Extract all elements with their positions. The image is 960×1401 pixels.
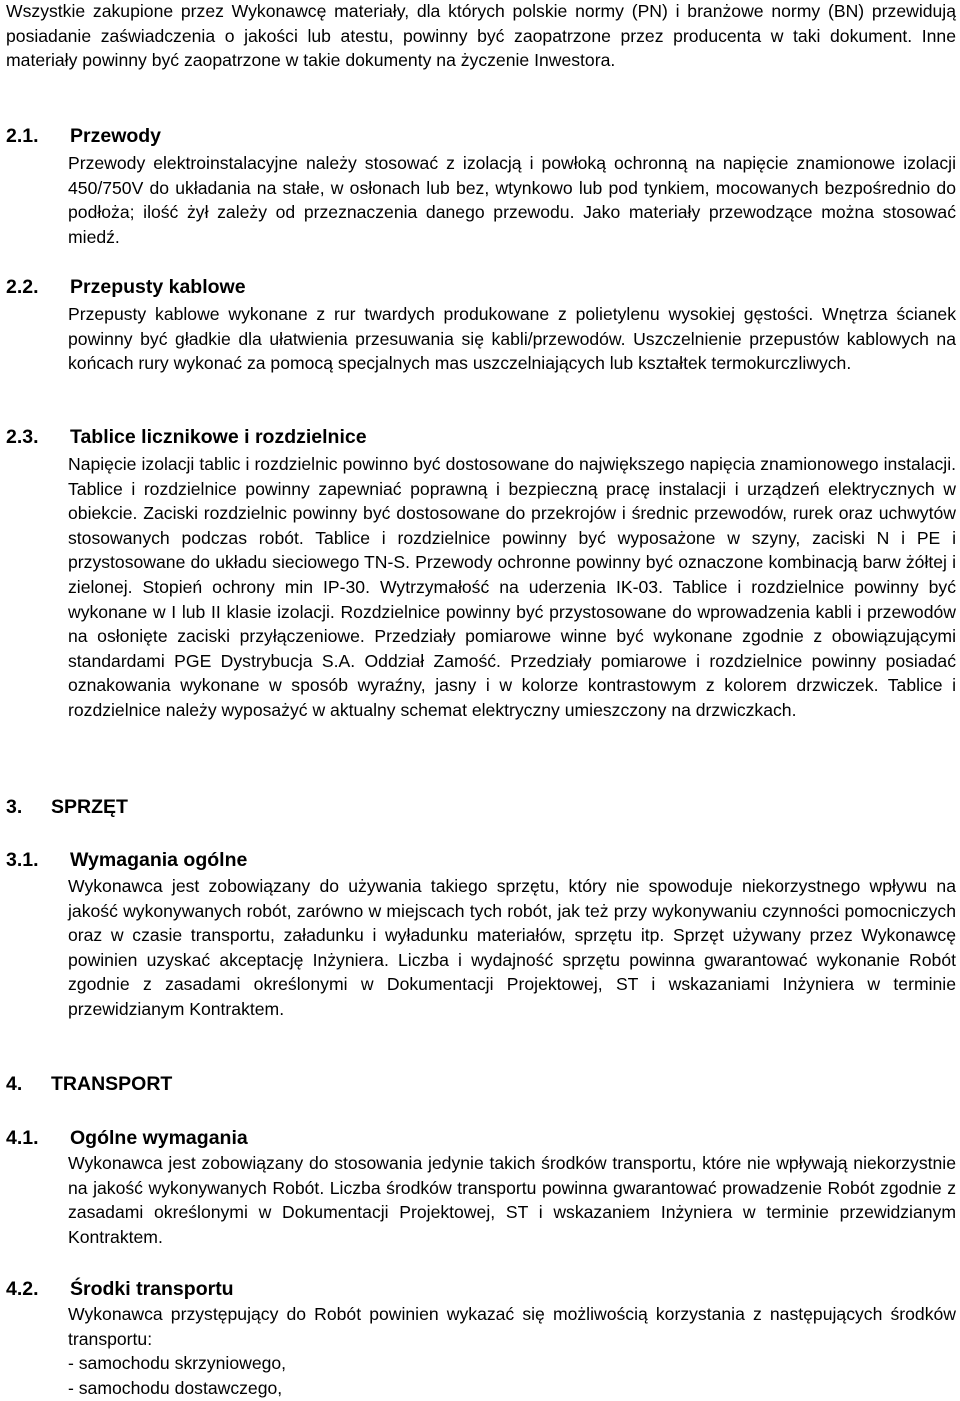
- list-item: - samochodu skrzyniowego,: [68, 1353, 287, 1374]
- section-title: Środki transportu: [70, 1278, 234, 1300]
- section-title: TRANSPORT: [51, 1073, 173, 1095]
- section-3-1-text: Wykonawca jest zobowiązany do używania takiego sprzętu, który nie spowoduje niekorzystnego wpływu na jakość wykonywanych robót, zarówno w miejscach tych robót, jak też przy wykonywaniu czynności pomocniczych oraz w czasie transportu, załadunku i wyładunku materiałów, sprzętu itp. Sprzęt używany przez Wykonawcę powinien uzyskać akceptację Inżyniera. Liczba i wydajność sprzętu powinna gwarantować wykonanie Robót zgodnie z zasadami określonymi w Dokumentacji Projektowej, ST i wskazaniami Inżyniera w terminie przewidzianym Kontraktem.: [68, 876, 956, 1019]
- section-2-2-text: Przepusty kablowe wykonane z rur twardych produkowane z polietylenu wysokiej gęstości. Wnętrza ścianek powinny być gładkie dla ułatwienia przesuwania się kabli/przewodów. Uszczelnienie przepustów kablowych na końcach rury wykonać za pomocą specjalnych mas uszczelniających lub kształtek termokurczliwych.: [68, 304, 956, 374]
- intro-paragraph: Wszystkie zakupione przez Wykonawcę materiały, dla których polskie normy (PN) i branżowe normy (BN) przewidują posiadanie zaświadczenia o jakości lub atestu, powinny być zaopatrzone przez producenta w taki dokument. Inne materiały powinny być zaopatrzone w takie dokumenty na życzenie Inwestora.: [6, 1, 956, 71]
- list-item: - samochodu dostawczego,: [68, 1377, 283, 1398]
- section-4-2-content: [68, 1302, 956, 1400]
- section-title: Ogólne wymagania: [70, 1127, 248, 1149]
- section-number: 2.3.: [6, 426, 39, 448]
- section-number: 3.1.: [6, 849, 39, 871]
- section-4-2-text: Wykonawca przystępujący do Robót powinien wykazać się możliwością korzystania z następujących środków transportu:: [68, 1304, 956, 1349]
- section-number: 4.1.: [6, 1127, 39, 1149]
- section-title: Przewody: [70, 125, 162, 147]
- section-title: Tablice licznikowe i rozdzielnice: [70, 426, 367, 448]
- section-title: Wymagania ogólne: [70, 849, 248, 871]
- section-number: 4.: [6, 1073, 23, 1095]
- section-number: 4.2.: [6, 1278, 39, 1300]
- section-number: 2.1.: [6, 125, 39, 147]
- section-title: SPRZĘT: [51, 796, 128, 818]
- section-2-3-text: Napięcie izolacji tablic i rozdzielnic powinno być dostosowane do największego napięcia znamionowego instalacji. Tablice i rozdzielnice powinny zapewniać poprawną i bezpieczną pracę instalacji i urządzeń elektrycznych w obiekcie. Zaciski rozdzielnic powinny być dostosowane do przekrojów i średnic przewodów, rurek oraz uchwytów stosowanych podczas robót. Tablice i rozdzielnice powinny być wyposażone w szyny, zaciski N i PE i przystosowane do układu sieciowego TN-S. Przewody ochronne powinny być oznaczone kombinacją barw żółtej i zielonej. Stopień ochrony min IP-30. Wytrzymałość na uderzenia IK-03. Tablice i rozdzielnice powinny być wykonane w I lub II klasie izolacji. Rozdzielnice powinny być przystosowane do wprowadzenia kabli i przewodów na osłonięte zaciski przyłączeniowe. Przedziały pomiarowe winne być wykonane zgodnie z obowiązującymi standardami PGE Dystrybucja S.A. Oddział Zamość. Przedziały pomiarowe i rozdzielnice powinny posiadać oznakowania wykonane w sposób wyraźny, jasny i w kolorze kontrastowym z kolorem drzwiczek. Tablice i rozdzielnice należy wyposażyć w aktualny schemat elektryczny umieszczony na drzwiczkach.: [68, 454, 956, 720]
- section-number: 2.2.: [6, 276, 39, 298]
- section-2-1-text: Przewody elektroinstalacyjne należy stosować z izolacją i powłoką ochronną na napięcie znamionowe izolacji 450/750V do układania na stałe, w osłonach lub bez, wtynkowo lub pod tynkiem, mocowanych bezpośrednio do podłoża; ilość żył zależy od przeznaczenia danego przewodu. Jako materiały przewodzące można stosować miedź.: [68, 153, 956, 247]
- section-title: Przepusty kablowe: [70, 276, 246, 298]
- section-number: 3.: [6, 796, 23, 818]
- section-4-1-text: Wykonawca jest zobowiązany do stosowania jedynie takich środków transportu, które nie wpływają niekorzystnie na jakość wykonywanych Robót. Liczba środków transportu powinna gwarantować prowadzenie Robót zgodnie z zasadami określonymi w Dokumentacji Projektowej, ST i wskazaniem Inżyniera w terminie przewidzianym Kontraktem.: [68, 1153, 956, 1247]
